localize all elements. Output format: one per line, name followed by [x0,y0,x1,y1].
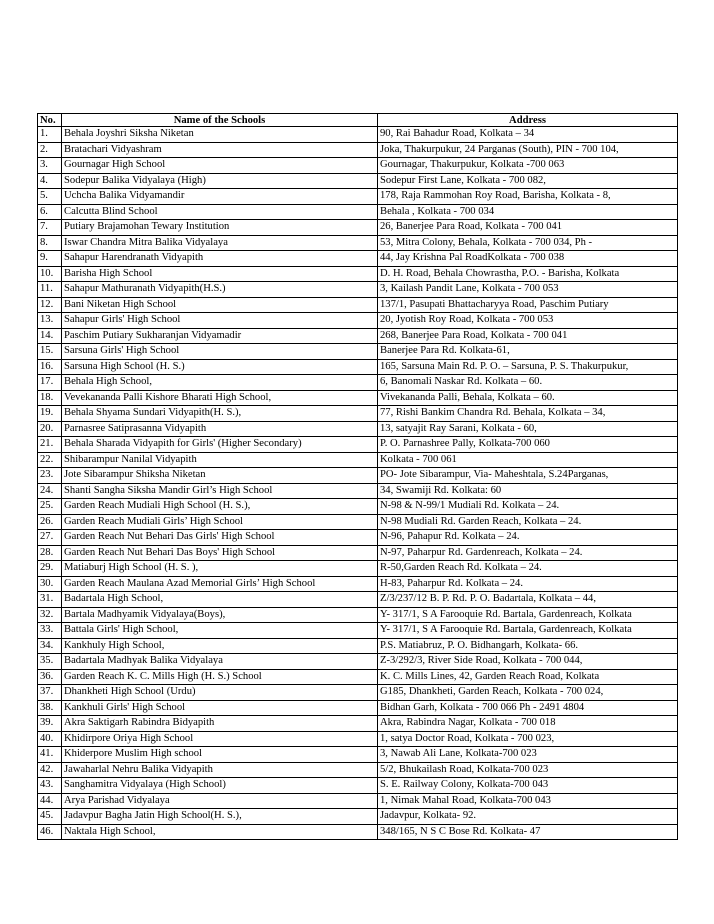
row-number: 26. [38,514,62,530]
school-name: Badartala Madhyak Balika Vidyalaya [62,654,378,670]
table-row [38,344,678,360]
school-address: Joka, Thakurpukur, 24 Parganas (South), PIN - 700 104, [378,142,678,158]
school-address: Behala , Kolkata - 700 034 [378,204,678,220]
school-name: Behala Shyama Sundari Vidyapith(H. S.), [62,406,378,422]
school-name: Sarsuna High School (H. S.) [62,359,378,375]
header-school-name: Name of the Schools [62,114,378,127]
row-number: 31. [38,592,62,608]
table-row [38,731,678,747]
school-name: Barisha High School [62,266,378,282]
row-number: 29. [38,561,62,577]
school-name: Khiderpore Muslim High school [62,747,378,763]
school-name: Jadavpur Bagha Jatin High School(H. S.), [62,809,378,825]
school-address: Z/3/237/12 B. P. Rd. P. O. Badartala, Kolkata – 44, [378,592,678,608]
school-name: Sahapur Girls' High School [62,313,378,329]
school-name: Garden Reach Mudiali Girls’ High School [62,514,378,530]
row-number: 45. [38,809,62,825]
table-row [38,359,678,375]
school-name: Parnasree Satiprasanna Vidyapith [62,421,378,437]
school-name: Putiary Brajamohan Tewary Institution [62,220,378,236]
school-address: N-96, Pahapur Rd. Kolkata – 24. [378,530,678,546]
table-row [38,204,678,220]
row-number: 44. [38,793,62,809]
row-number: 32. [38,607,62,623]
school-name: Garden Reach Maulana Azad Memorial Girls’ High School [62,576,378,592]
table-row [38,607,678,623]
table-row [38,189,678,205]
row-number: 15. [38,344,62,360]
row-number: 27. [38,530,62,546]
table-row [38,716,678,732]
row-number: 30. [38,576,62,592]
table-row [38,514,678,530]
school-address: G185, Dhankheti, Garden Reach, Kolkata - 700 024, [378,685,678,701]
row-number: 28. [38,545,62,561]
table-body [38,127,678,840]
school-name: Bartala Madhyamik Vidyalaya(Boys), [62,607,378,623]
school-name: Kankhuli Girls' High School [62,700,378,716]
table-row [38,406,678,422]
row-number: 6. [38,204,62,220]
school-name: Garden Reach K. C. Mills High (H. S.) School [62,669,378,685]
school-address: 178, Raja Rammohan Roy Road, Barisha, Kolkata - 8, [378,189,678,205]
school-name: Shanti Sangha Siksha Mandir Girl’s High School [62,483,378,499]
school-name: Jote Sibarampur Shiksha Niketan [62,468,378,484]
school-name: Gournagar High School [62,158,378,174]
school-name: Iswar Chandra Mitra Balika Vidyalaya [62,235,378,251]
table-row [38,499,678,515]
school-name: Behala High School, [62,375,378,391]
school-address: 137/1, Pasupati Bhattacharyya Road, Paschim Putiary [378,297,678,313]
school-name: Garden Reach Nut Behari Das Girls' High School [62,530,378,546]
school-name: Behala Joyshri Siksha Niketan [62,127,378,143]
school-address: 348/165, N S C Bose Rd. Kolkata- 47 [378,824,678,840]
school-address: 165, Sarsuna Main Rd. P. O. – Sarsuna, P. S. Thakurpukur, [378,359,678,375]
row-number: 24. [38,483,62,499]
school-name: Dhankheti High School (Urdu) [62,685,378,701]
table-row [38,220,678,236]
row-number: 2. [38,142,62,158]
school-name: Badartala High School, [62,592,378,608]
school-address: 1, Nimak Mahal Road, Kolkata-700 043 [378,793,678,809]
school-name: Garden Reach Nut Behari Das Boys' High School [62,545,378,561]
row-number: 1. [38,127,62,143]
school-address: 6, Banomali Naskar Rd. Kolkata – 60. [378,375,678,391]
school-name: Calcutta Blind School [62,204,378,220]
row-number: 16. [38,359,62,375]
table-row [38,297,678,313]
table-row [38,142,678,158]
row-number: 22. [38,452,62,468]
table-row [38,793,678,809]
table-row [38,700,678,716]
school-name: Jawaharlal Nehru Balika Vidyapith [62,762,378,778]
row-number: 34. [38,638,62,654]
row-number: 23. [38,468,62,484]
table-row [38,483,678,499]
table-row [38,235,678,251]
row-number: 3. [38,158,62,174]
table-row [38,561,678,577]
row-number: 12. [38,297,62,313]
row-number: 19. [38,406,62,422]
row-number: 40. [38,731,62,747]
school-name: Bani Niketan High School [62,297,378,313]
row-number: 46. [38,824,62,840]
school-address: Akra, Rabindra Nagar, Kolkata - 700 018 [378,716,678,732]
table-row [38,545,678,561]
row-number: 20. [38,421,62,437]
row-number: 9. [38,251,62,267]
school-name: Shibarampur Nanilal Vidyapith [62,452,378,468]
table-row [38,530,678,546]
school-address: 5/2, Bhukailash Road, Kolkata-700 023 [378,762,678,778]
row-number: 25. [38,499,62,515]
table-row [38,654,678,670]
table-row [38,173,678,189]
table-row [38,282,678,298]
row-number: 35. [38,654,62,670]
table-row [38,313,678,329]
school-name: Battala Girls' High School, [62,623,378,639]
table-row [38,685,678,701]
school-name: Bratachari Vidyashram [62,142,378,158]
table-row [38,328,678,344]
table-row [38,809,678,825]
row-number: 11. [38,282,62,298]
school-address: 3, Kailash Pandit Lane, Kolkata - 700 053 [378,282,678,298]
table-row [38,390,678,406]
table-row [38,669,678,685]
school-address: Bidhan Garh, Kolkata - 700 066 Ph - 2491 4804 [378,700,678,716]
school-address: D. H. Road, Behala Chowrastha, P.O. - Barisha, Kolkata [378,266,678,282]
row-number: 8. [38,235,62,251]
school-name: Paschim Putiary Sukharanjan Vidyamadir [62,328,378,344]
table-row [38,747,678,763]
school-address: P.S. Matiabruz, P. O. Bidhangarh, Kolkata- 66. [378,638,678,654]
row-number: 5. [38,189,62,205]
table-row [38,778,678,794]
school-name: Garden Reach Mudiali High School (H. S.), [62,499,378,515]
row-number: 17. [38,375,62,391]
table-row [38,375,678,391]
school-address: P. O. Parnashree Pally, Kolkata-700 060 [378,437,678,453]
row-number: 4. [38,173,62,189]
school-address: Y- 317/1, S A Farooquie Rd. Bartala, Gardenreach, Kolkata [378,623,678,639]
school-name: Akra Saktigarh Rabindra Bidyapith [62,716,378,732]
row-number: 7. [38,220,62,236]
school-name: Sodepur Balika Vidyalaya (High) [62,173,378,189]
school-name: Behala Sharada Vidyapith for Girls' (Higher Secondary) [62,437,378,453]
row-number: 39. [38,716,62,732]
table-row [38,824,678,840]
table-row [38,266,678,282]
table-row [38,127,678,143]
school-address: Kolkata - 700 061 [378,452,678,468]
table-row [38,762,678,778]
school-name: Sarsuna Girls' High School [62,344,378,360]
school-name: Naktala High School, [62,824,378,840]
table-row [38,452,678,468]
row-number: 33. [38,623,62,639]
table-row [38,592,678,608]
row-number: 21. [38,437,62,453]
school-address: 34, Swamiji Rd. Kolkata: 60 [378,483,678,499]
row-number: 41. [38,747,62,763]
school-name: Uchcha Balika Vidyamandir [62,189,378,205]
school-address: 44, Jay Krishna Pal RoadKolkata - 700 038 [378,251,678,267]
school-address: N-97, Paharpur Rd. Gardenreach, Kolkata – 24. [378,545,678,561]
school-name: Sahapur Mathuranath Vidyapith(H.S.) [62,282,378,298]
row-number: 37. [38,685,62,701]
school-name: Sahapur Harendranath Vidyapith [62,251,378,267]
table-row [38,158,678,174]
school-address: PO- Jote Sibarampur, Via- Maheshtala, S.24Parganas, [378,468,678,484]
school-address: 20, Jyotish Roy Road, Kolkata - 700 053 [378,313,678,329]
table-row [38,638,678,654]
row-number: 10. [38,266,62,282]
school-address: Y- 317/1, S A Farooquie Rd. Bartala, Gardenreach, Kolkata [378,607,678,623]
school-address: 26, Banerjee Para Road, Kolkata - 700 041 [378,220,678,236]
header-address: Address [378,114,678,127]
row-number: 13. [38,313,62,329]
school-address: H-83, Paharpur Rd. Kolkata – 24. [378,576,678,592]
school-address: 90, Rai Bahadur Road, Kolkata – 34 [378,127,678,143]
table-row [38,437,678,453]
school-address: K. C. Mills Lines, 42, Garden Reach Road, Kolkata [378,669,678,685]
row-number: 43. [38,778,62,794]
row-number: 18. [38,390,62,406]
school-address: R-50,Garden Reach Rd. Kolkata – 24. [378,561,678,577]
schools-table [37,113,678,840]
school-address: 268, Banerjee Para Road, Kolkata - 700 041 [378,328,678,344]
school-name: Arya Parishad Vidyalaya [62,793,378,809]
school-address: 3, Nawab Ali Lane, Kolkata-700 023 [378,747,678,763]
school-address: Z-3/292/3, River Side Road, Kolkata - 700 044, [378,654,678,670]
school-address: 1, satya Doctor Road, Kolkata - 700 023, [378,731,678,747]
row-number: 42. [38,762,62,778]
school-name: Matiaburj High School (H. S. ), [62,561,378,577]
table-row [38,468,678,484]
school-address: Sodepur First Lane, Kolkata - 700 082, [378,173,678,189]
school-address: S. E. Railway Colony, Kolkata-700 043 [378,778,678,794]
school-name: Khidirpore Oriya High School [62,731,378,747]
table-row [38,251,678,267]
school-address: N-98 & N-99/1 Mudiali Rd. Kolkata – 24. [378,499,678,515]
school-name: Vevekananda Palli Kishore Bharati High School, [62,390,378,406]
school-address: Banerjee Para Rd. Kolkata-61, [378,344,678,360]
school-name: Sanghamitra Vidyalaya (High School) [62,778,378,794]
school-address: Vivekananda Palli, Behala, Kolkata – 60. [378,390,678,406]
row-number: 36. [38,669,62,685]
school-address: Jadavpur, Kolkata- 92. [378,809,678,825]
school-address: N-98 Mudiali Rd. Garden Reach, Kolkata – 24. [378,514,678,530]
table-header-row [38,114,678,127]
table-row [38,576,678,592]
header-no: No. [38,114,62,127]
row-number: 14. [38,328,62,344]
table-row [38,623,678,639]
table-row [38,421,678,437]
school-address: 77, Rishi Bankim Chandra Rd. Behala, Kolkata – 34, [378,406,678,422]
school-address: Gournagar, Thakurpukur, Kolkata -700 063 [378,158,678,174]
school-name: Kankhuly High School, [62,638,378,654]
school-address: 13, satyajit Ray Sarani, Kolkata - 60, [378,421,678,437]
row-number: 38. [38,700,62,716]
school-address: 53, Mitra Colony, Behala, Kolkata - 700 034, Ph - [378,235,678,251]
